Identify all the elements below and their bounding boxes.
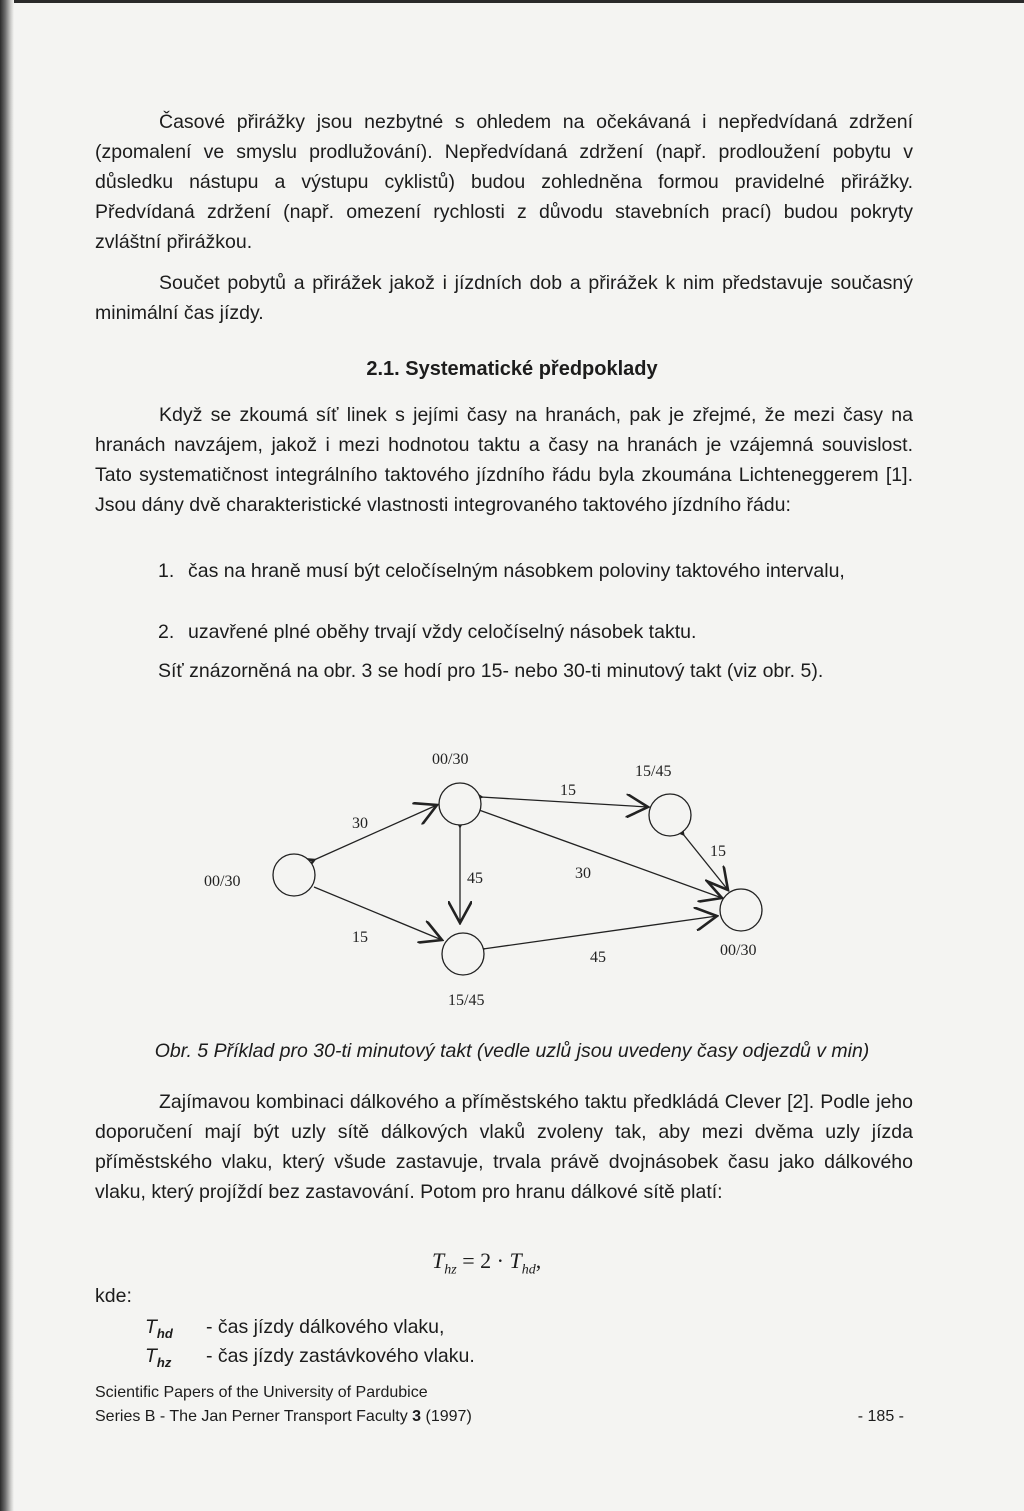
page-number: - 185 - (857, 1408, 904, 1425)
node-e (720, 889, 762, 931)
node-d (442, 933, 484, 975)
paragraph-network: Síť znázorněná na obr. 3 se hodí pro 15- nebo 30-ti minutový takt (viz obr. 5). (158, 660, 824, 682)
scan-left-edge (0, 0, 14, 1511)
formula (432, 1248, 541, 1278)
edge-c-e-label: 15 (710, 843, 726, 860)
node-a-label: 00/30 (204, 873, 241, 890)
edge-d-e-label: 45 (590, 949, 606, 966)
network-figure (180, 740, 800, 1020)
node-e-label: 00/30 (720, 942, 757, 959)
list-item-1-number: 1. (158, 560, 175, 582)
paragraph-sum: Součet pobytů a přirážek jakož i jízdních dob a přirážek k nim představuje současný minimální čas jízdy. (95, 272, 913, 324)
kde-label: kde: (95, 1285, 132, 1307)
formula-rhs-var: T (509, 1248, 522, 1273)
node-d-label: 15/45 (448, 992, 485, 1009)
var-thd: $T_{hd}$ (145, 1316, 173, 1341)
paragraph-systematics: Když se zkoumá síť linek s jejími časy na hranách, pak je zřejmé, že mezi časy na hranách navzájem, jakož i mezi hodnotou taktu a časy na hranách je vzájemná souvislost. Tato systematičnost integrálního taktového jízdního řádu byla zkoumána Lichteneggerem [1]. Jsou dány dvě charakteristické vlastnosti integrovaného taktového jízdního řádu: (95, 404, 913, 516)
node-a (273, 854, 315, 896)
list-item-2-text: uzavřené plné oběhy trvají vždy celočíselný násobek taktu. (188, 621, 697, 643)
paragraph-clever: Zajímavou kombinaci dálkového a příměstského taktu předkládá Clever [2]. Podle jeho doporučení mají být uzly sítě dálkových vlaků zvoleny tak, aby mezi dvěma uzly jízda příměstského vlaku, který všude zastavuje, trvala právě dvojnásobek času jako dálkového vlaku, který projíždí bez zastavování. Potom pro hranu dálkové sítě platí: (95, 1091, 913, 1203)
node-c-label: 15/45 (635, 763, 672, 780)
node-b-label: 00/30 (432, 751, 469, 768)
edge-a-d (314, 887, 442, 940)
node-b (439, 783, 481, 825)
formula-equals: = 2 · (462, 1248, 504, 1273)
footer-series: Series B - The Jan Perner Transport Faculty 3 (1997) (95, 1408, 472, 1425)
formula-rhs-sub: hd (521, 1262, 536, 1278)
edge-a-b (314, 805, 437, 860)
edge-a-b-label: 30 (352, 815, 368, 832)
formula-tail: , (535, 1248, 542, 1273)
paragraph-delays: Časové přirážky jsou nezbytné s ohledem na očekávaná i nepředvídaná zdržení (zpomalení ve smyslu prodlužování). Nepředvídaná zdržení (např. prodloužení pobytu v důsledku nástupu a výstupu cyklistů) budou zohledněna formou pravidelné přirážky. Předvídaná zdržení (např. omezení rychlosti z důvodu stavebních prací) budou pokryty zvláštní přirážkou. (95, 111, 913, 253)
var-thd-desc: - čas jízdy dálkového vlaku, (206, 1316, 445, 1338)
var-thz: $T_{hz}$ (145, 1345, 172, 1370)
edge-b-e-label: 30 (575, 865, 591, 882)
footer-journal: Scientific Papers of the University of Pardubice (95, 1384, 428, 1401)
node-c (649, 794, 691, 836)
edge-b-c-label: 15 (560, 782, 576, 799)
figure-caption: Obr. 5 Příklad pro 30-ti minutový takt (vedle uzlů jsou uvedeny časy odjezdů v min) (154, 1040, 870, 1062)
list-item-2-number: 2. (158, 621, 175, 643)
section-heading: 2.1. Systematické předpoklady (366, 358, 658, 380)
formula-lhs-var: T (432, 1248, 445, 1273)
scan-top-border (0, 0, 1024, 3)
edge-d-e (483, 916, 717, 949)
var-thz-desc: - čas jízdy zastávkového vlaku. (206, 1345, 475, 1367)
edge-a-d-label: 15 (352, 929, 368, 946)
formula-lhs-sub: hz (444, 1262, 457, 1278)
edge-b-d-label: 45 (467, 870, 483, 887)
list-item-1-text: čas na hraně musí být celočíselným násobkem poloviny taktového intervalu, (188, 560, 845, 582)
